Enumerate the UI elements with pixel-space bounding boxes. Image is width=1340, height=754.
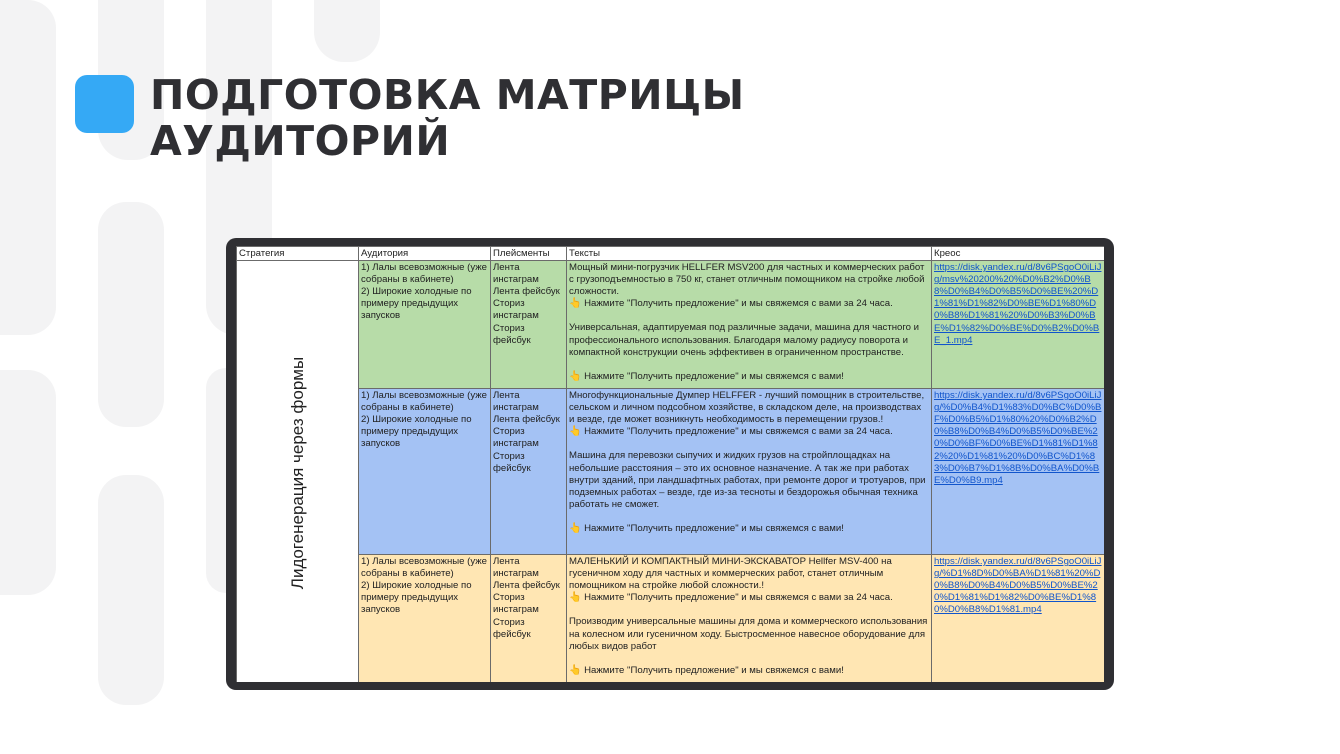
audience-matrix-table [236,246,1104,682]
spreadsheet-frame [226,238,1114,690]
pointing-hand-icon: 👆 [569,298,582,310]
cta-text: Нажмите "Получить предложение" и мы свяжемся с вами! [584,522,844,534]
creative-link[interactable]: https://disk.yandex.ru/d/8v6PSgoO0iLiJg/%D0%B4%D1%83%D0%BC%D0%BF%D0%B5%D1%80%20%D0%B2%D0%B8%D0%B4%D0%B5%D0%BE%20%D0%BF%D0%BE%D1%81%D1%82%20%D1%81%20%D0%BC%D1%83%D0%B7%D1%8B%D0%BA%D0%BE%D0%B9.mp4 [934,390,1102,486]
cta-line [569,371,929,383]
header-audience[interactable]: Аудитория [359,247,491,261]
pointing-hand-icon: 👆 [569,592,582,604]
spreadsheet [236,246,1104,682]
table-row [237,389,1105,555]
header-placements[interactable]: Плейсменты [491,247,567,261]
cta-text: Нажмите "Получить предложение" и мы свяжемся с вами за 24 часа. [584,298,893,310]
table-row [237,555,1105,682]
creative-link[interactable]: https://disk.yandex.ru/d/8v6PSgoO0iLiJg/%D1%8D%D0%BA%D1%81%20%D0%B8%D0%B4%D0%B5%D0%BE%20%D1%81%D1%82%D0%BE%D1%80%D0%B8%D1%81.mp4 [934,556,1102,616]
background-pill [0,0,56,335]
audience-cell[interactable]: 1) Лалы всевозможные (уже собраны в кабинете) 2) Широкие холодные по примеру предыдущих запусков [359,261,491,389]
cta-text: Нажмите "Получить предложение" и мы свяжемся с вами за 24 часа. [584,426,893,438]
ad-text-paragraph: Машина для перевозки сыпучих и жидких грузов на стройплощадках на небольшие расстояния – это их основное назначение. А так же при работах внутри зданий, при ландшафтных работах, при ремонте дорог и тротуаров, при подземных работах – везде, где из-за тесноты и бездорожья обычная техника работать не сможет. [569,450,926,510]
ad-text-paragraph: Мощный мини-погрузчик HELLFER MSV200 для частных и коммерческих работ с грузоподъемностью в 750 кг, станет отличным помощником на стройке любой сложности. [569,262,925,298]
background-pill [0,370,56,595]
audience-cell[interactable]: 1) Лалы всевозможные (уже собраны в кабинете) 2) Широкие холодные по примеру предыдущих запусков [359,389,491,555]
audience-cell[interactable]: 1) Лалы всевозможные (уже собраны в кабинете) 2) Широкие холодные по примеру предыдущих запусков [359,555,491,682]
ad-text-paragraph: МАЛЕНЬКИЙ И КОМПАКТНЫЙ МИНИ-ЭКСКАВАТОР Hellfer MSV-400 на гусеничном ходу для частных и коммерческих работ, станет отличным помощником на стройке любой сложности.! [569,556,892,592]
placements-cell[interactable]: Лента инстаграм Лента фейсбук Сториз инстаграм Сториз фейсбук [491,389,567,555]
ad-text-paragraph: Производим универсальные машины для дома и коммерческого использования на колесном или гусеничном ходу. Быстросменное навесное оборудование для любых видов работ [569,616,928,652]
creative-cell [932,555,1105,682]
table-header-row [237,247,1105,261]
cta-text: Нажмите "Получить предложение" и мы свяжемся с вами! [584,664,844,676]
placements-cell[interactable]: Лента инстаграм Лента фейсбук Сториз инстаграм Сториз фейсбук [491,261,567,389]
text-cell[interactable] [567,261,932,389]
cta-line [569,298,929,310]
background-pill [314,0,380,62]
creative-cell [932,389,1105,555]
pointing-hand-icon: 👆 [569,664,582,676]
background-pill [98,475,164,705]
cta-line [569,592,929,604]
accent-square [75,75,134,133]
cta-text: Нажмите "Получить предложение" и мы свяжемся с вами за 24 часа. [584,592,893,604]
page-title-line-1: ПОДГОТОВКА МАТРИЦЫ [150,71,745,119]
ad-text-paragraph: Многофункциональные Думпер HELFFER - лучший помощник в строительстве, сельском и личном подсобном хозяйстве, в складском деле, на производствах и везде, где может возникнуть необходимость в перемещении грузов.! [569,390,925,426]
page-title [150,72,850,164]
text-cell[interactable] [567,389,932,555]
creative-link[interactable]: https://disk.yandex.ru/d/8v6PSgoO0iLiJg/msv%20200%20%D0%B2%D0%B8%D0%B4%D0%B5%D0%BE%20%D1%81%D1%82%D0%BE%D1%80%D0%B8%D1%81%20%D0%B3%D0%BE%D1%82%D0%BE%D0%B2%D0%BE_1.mp4 [934,262,1102,346]
creative-cell [932,261,1105,389]
text-cell[interactable] [567,555,932,682]
strategy-label: Лидогенерация через формы [287,356,307,589]
pointing-hand-icon: 👆 [569,522,582,534]
cta-text: Нажмите "Получить предложение" и мы свяжемся с вами! [584,370,844,382]
cta-line [569,426,929,438]
background-pill [98,202,164,427]
header-texts[interactable]: Тексты [567,247,932,261]
pointing-hand-icon: 👆 [569,370,582,382]
header-strategy[interactable]: Стратегия [237,247,359,261]
ad-text-paragraph: Универсальная, адаптируемая под различные задачи, машина для частного и профессионального использования. Благодаря малому радиусу поворота и компактной конструкции очень эффективен в ограниченном пространстве. [569,322,920,358]
table-row [237,261,1105,389]
cta-line [569,523,929,535]
page-title-line-2: АУДИТОРИЙ [150,117,451,165]
placements-cell[interactable]: Лента инстаграм Лента фейсбук Сториз инстаграм Сториз фейсбук [491,555,567,682]
header-creatives[interactable]: Креос [932,247,1105,261]
cta-line [569,665,929,677]
strategy-cell[interactable] [237,261,359,682]
pointing-hand-icon: 👆 [569,426,582,438]
